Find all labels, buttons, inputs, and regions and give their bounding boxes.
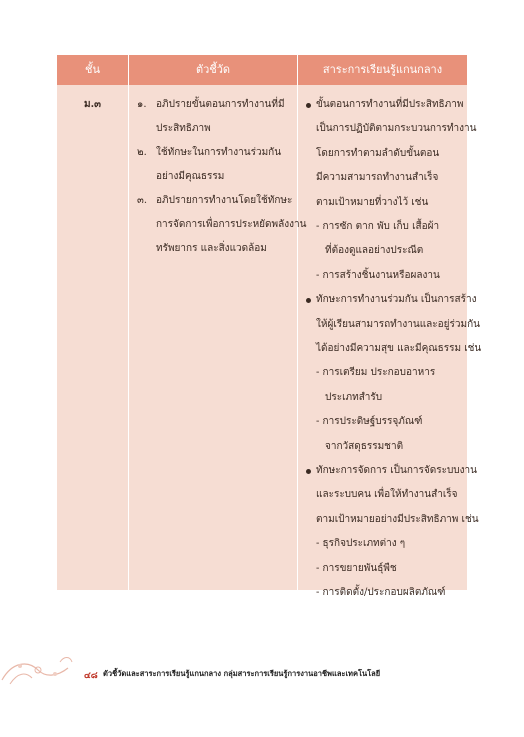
column-divider [128,55,129,590]
indicator-text: ใช้ทักษะในการทำงานร่วมกัน [156,147,282,158]
content-subitem-text: จากวัสดุธรรมชาติ [325,440,404,452]
grade-level: ม.๓ [84,99,101,110]
column-divider [297,55,298,590]
content-subitem-text: - การขยายพันธุ์พืช [316,562,397,574]
indicator-text: อย่างมีคุณธรรม [156,171,225,182]
content-bullet-text: เป็นการปฏิบัติตามกระบวนการทำงาน [316,123,477,135]
content-bullet-text: ขั้นตอนการทำงานที่มีประสิทธิภาพ [316,99,464,110]
page-number: ๔๘ [84,671,98,681]
content-bullet-text: มีความสามารถทำงานสำเร็จ [316,172,439,184]
content-subitem-text: - การเตรียม ประกอบอาหาร [316,367,436,379]
content-subitem-text: - การซัก ตาก พับ เก็บ เสื้อผ้า [316,221,440,232]
indicator-text: การจัดการเพื่อการประหยัดพลังงาน [156,219,307,230]
content-subitem-text: ที่ต้องดูแลอย่างประณีต [325,245,424,257]
content-subitem-text: - การติดตั้ง/ประกอบผลิตภัณฑ์ [316,587,446,598]
indicator-text: ทรัพยากร และสิ่งแวดล้อม [156,243,267,254]
content-bullet-text: ทักษะการทำงานร่วมกัน เป็นการสร้าง [316,294,477,306]
content-subitem-text: - การประดิษฐ์บรรจุภัณฑ์ [316,416,423,428]
content-bullet-text: ตามเป้าหมายอย่างมีประสิทธิภาพ เช่น [316,513,479,525]
indicator-number: ๓. [137,195,148,206]
content-subitem-text: - ธุรกิจประเภทต่าง ๆ [316,538,406,550]
content-bullet-text: ทักษะการจัดการ เป็นการจัดระบบงาน [316,465,477,476]
header-core-content: สาระการเรียนรู้แกนกลาง [322,63,443,76]
header-indicators: ตัวชี้วัด [195,63,231,76]
indicator-number: ๒. [137,147,147,158]
table-header [57,55,467,85]
bullet-icon [306,469,311,474]
header-level: ชั้น [85,63,100,76]
indicator-text: ประสิทธิภาพ [156,123,211,134]
footer-title: ตัวชี้วัดและสาระการเรียนรู้แกนกลาง กลุ่มสาระการเรียนรู้การงานอาชีพและเทคโนโลยี [103,669,381,678]
curriculum-table [57,55,482,598]
bullet-icon [306,298,311,303]
content-bullet-text: ตามเป้าหมายที่วางไว้ เช่น [316,196,429,208]
content-subitem-text: - การสร้างชิ้นงานหรือผลงาน [316,269,440,281]
content-bullet-text: ให้ผู้เรียนสามารถทำงานและอยู่ร่วมกัน [316,318,480,330]
indicator-number: ๑. [137,99,147,110]
indicator-text: อภิปรายการทำงานโดยใช้ทักษะ [156,195,293,206]
floral-ornament-icon [0,650,80,690]
content-bullet-text: ได้อย่างมีความสุข และมีคุณธรรม เช่น [316,343,482,354]
content-bullet-text: และระบบคน เพื่อให้ทำงานสำเร็จ [316,489,458,501]
content-bullet-text: โดยการทำตามลำดับขั้นตอน [316,147,440,159]
page-footer [0,650,524,690]
content-subitem-text: ประเภทสำรับ [325,391,383,403]
indicator-text: อภิปรายขั้นตอนการทำงานที่มี [156,99,285,110]
bullet-icon [306,103,311,108]
